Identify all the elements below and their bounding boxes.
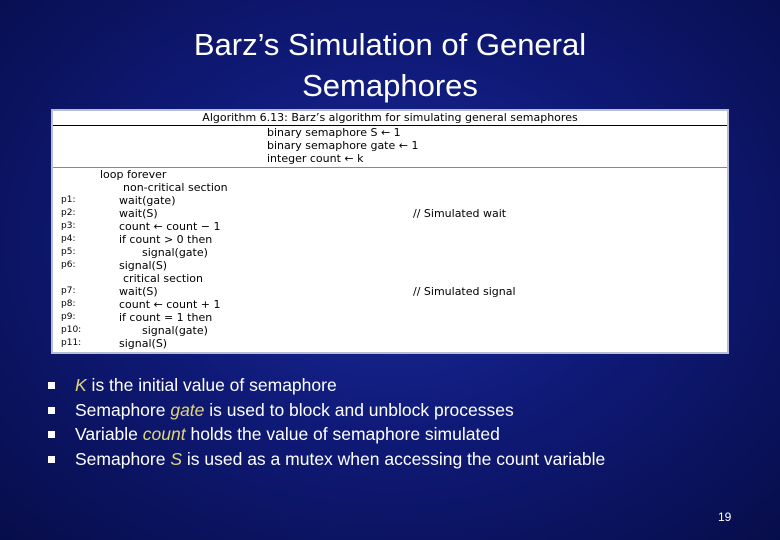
square-bullet-icon bbox=[48, 407, 55, 414]
line-label: p3: bbox=[61, 221, 76, 231]
init-line-1: binary semaphore S ← 1 bbox=[267, 126, 401, 139]
code-line bbox=[53, 194, 727, 207]
line-code: if count = 1 then bbox=[119, 311, 213, 324]
code-line bbox=[53, 285, 727, 298]
algorithm-header: Algorithm 6.13: Barz’s algorithm for simulating general semaphores bbox=[53, 111, 727, 126]
bullet-text: Semaphore bbox=[75, 448, 171, 469]
highlighted-term: S bbox=[170, 448, 183, 469]
highlighted-term: K bbox=[75, 375, 87, 395]
bullet-item bbox=[48, 373, 605, 398]
line-code: signal(gate) bbox=[142, 324, 208, 337]
bullet-text: holds the value of semaphore simulated bbox=[185, 424, 500, 444]
line-code: signal(S) bbox=[119, 259, 168, 272]
code-line bbox=[53, 220, 727, 233]
line-label: p2: bbox=[61, 208, 76, 218]
bullet-text: is the initial value of semaphore bbox=[86, 375, 337, 395]
code-line bbox=[53, 207, 727, 220]
code-line bbox=[53, 337, 727, 350]
code-line bbox=[53, 233, 727, 246]
critical-section: critical section bbox=[123, 272, 203, 285]
code-line bbox=[53, 324, 727, 337]
bullet-item bbox=[48, 422, 605, 447]
square-bullet-icon bbox=[48, 382, 55, 389]
bullet-item bbox=[48, 447, 605, 472]
code-line bbox=[53, 311, 727, 324]
line-code: if count > 0 then bbox=[119, 233, 213, 246]
slide-title-line-2: Semaphores bbox=[302, 68, 478, 103]
slide-title-line-1: Barz’s Simulation of General bbox=[193, 27, 587, 62]
line-code: signal(gate) bbox=[142, 246, 208, 259]
line-label: p6: bbox=[61, 260, 76, 270]
line-code: signal(S) bbox=[119, 337, 168, 350]
square-bullet-icon bbox=[48, 431, 55, 438]
highlighted-term: count bbox=[142, 424, 186, 444]
line-code: wait(gate) bbox=[119, 194, 176, 207]
line-code: count ← count + 1 bbox=[119, 298, 221, 311]
init-line-3: integer count ← k bbox=[267, 152, 364, 165]
line-label: p1: bbox=[61, 195, 76, 205]
bullet-text: Variable bbox=[75, 424, 143, 444]
code-line bbox=[53, 298, 727, 311]
bullet-text: is used to block and unblock processes bbox=[204, 399, 514, 420]
line-label: p8: bbox=[61, 299, 76, 309]
bullet-item bbox=[48, 398, 605, 423]
bullet-text: is used as a mutex when accessing the count variable bbox=[182, 448, 606, 469]
line-comment: // Simulated signal bbox=[413, 285, 516, 298]
line-label: p7: bbox=[61, 286, 76, 296]
line-code: count ← count − 1 bbox=[119, 220, 221, 233]
line-label: p10: bbox=[61, 325, 82, 335]
line-label: p9: bbox=[61, 312, 76, 322]
bullet-list bbox=[48, 373, 605, 471]
square-bullet-icon bbox=[48, 456, 55, 463]
line-code: wait(S) bbox=[119, 285, 158, 298]
page-number: 19 bbox=[718, 510, 732, 524]
algorithm-figure bbox=[51, 109, 729, 354]
code-line bbox=[53, 259, 727, 272]
non-critical-section: non-critical section bbox=[123, 181, 228, 194]
line-comment: // Simulated wait bbox=[413, 207, 507, 220]
highlighted-term: gate bbox=[170, 399, 205, 420]
code-line bbox=[53, 246, 727, 259]
init-line-2: binary semaphore gate ← 1 bbox=[267, 139, 419, 152]
line-label: p4: bbox=[61, 234, 76, 244]
line-label: p5: bbox=[61, 247, 76, 257]
line-label: p11: bbox=[61, 338, 82, 348]
line-code: wait(S) bbox=[119, 207, 158, 220]
slide-title bbox=[0, 24, 780, 106]
loop-forever: loop forever bbox=[100, 168, 167, 181]
bullet-text: Semaphore bbox=[75, 399, 171, 420]
